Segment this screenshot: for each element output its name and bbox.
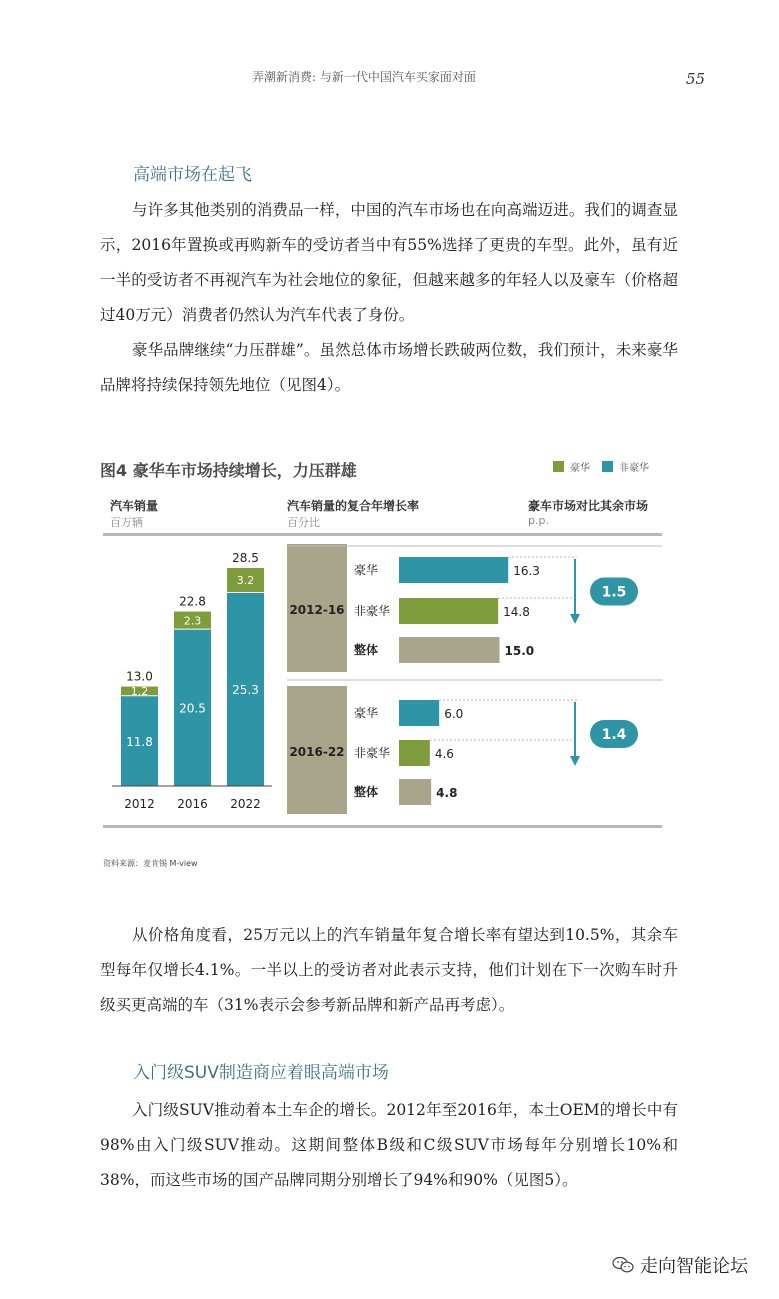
- cagr-value-label: 6.0: [444, 707, 464, 721]
- column-title-sales: 汽车销量: [110, 499, 159, 513]
- bar-value-label: 11.8: [126, 734, 153, 749]
- period-label: 2012-16: [289, 603, 345, 617]
- row-label: 豪华: [354, 563, 379, 577]
- gap-arrowhead: [570, 614, 580, 624]
- cagr-value-label: 15.0: [504, 644, 535, 658]
- section-heading: 高端市场在起飞: [133, 165, 252, 185]
- legend-label: 豪华: [570, 463, 590, 474]
- section-body: [100, 1093, 678, 1198]
- bar-value-label: 2.3: [183, 614, 202, 628]
- gap-badge-label: 1.5: [601, 584, 627, 601]
- cagr-bar: [399, 637, 500, 663]
- figure-source: 资料来源：麦肯锡 M-view: [103, 859, 198, 868]
- cagr-value-label: 14.8: [503, 605, 530, 619]
- row-label: 豪华: [354, 706, 379, 720]
- bar-total-label: 28.5: [232, 550, 259, 565]
- cagr-bar: [399, 740, 430, 766]
- column-unit-gap: p.p.: [528, 514, 549, 527]
- period-label: 2016-22: [289, 745, 345, 759]
- gap-arrowhead: [570, 756, 580, 766]
- watermark: [612, 1252, 748, 1278]
- cagr-value-label: 4.8: [436, 786, 458, 800]
- legend-label: 非豪华: [619, 463, 649, 474]
- cagr-value-label: 16.3: [513, 564, 540, 578]
- section-heading: 入门级SUV制造商应着眼高端市场: [133, 1063, 389, 1083]
- bar-total-label: 13.0: [126, 669, 153, 684]
- paragraph: 豪华品牌继续“力压群雄”。虽然总体市场增长跌破两位数，我们预计，未来豪华品牌将持续保持领先地位（见图4）。: [100, 341, 678, 394]
- row-label: 整体: [354, 785, 379, 799]
- row-label: 非豪华: [354, 746, 391, 760]
- paragraph: 与许多其他类别的消费品一样，中国的汽车市场也在向高端迈进。我们的调查显示，2016年置换或再购新车的受访者当中有55%选择了更贵的车型。此外，虽有近一半的受访者不再视汽车为社会地位的象征，但越来越多的年轻人以及豪车（价格超过40万元）消费者仍然认为汽车代表了身份。: [100, 201, 678, 324]
- column-title-cagr: 汽车销量的复合年增长率: [287, 499, 420, 513]
- cagr-bar: [399, 557, 508, 583]
- running-title: 弄潮新消费: 与新一代中国汽车买家面对面: [252, 70, 476, 84]
- row-label: 整体: [354, 643, 379, 657]
- bar-total-label: 22.8: [179, 594, 206, 609]
- x-tick-label: 2012: [124, 797, 155, 811]
- watermark-text: 走向智能论坛: [640, 1256, 748, 1277]
- x-tick-label: 2016: [177, 797, 208, 811]
- wechat-icon: [612, 1256, 634, 1274]
- bar-value-label: 20.5: [179, 701, 206, 716]
- column-title-gap: 豪车市场对比其余市场: [528, 499, 649, 513]
- cagr-bar: [399, 700, 439, 726]
- paragraph: 从价格角度看，25万元以上的汽车销量年复合增长率有望达到10.5%，其余车型每年仅增长4.1%。一半以上的受访者对此表示支持，他们计划在下一次购车时升级买更高端的车（31%表示会参考新品牌和新产品再考虑）。: [100, 926, 678, 1014]
- x-tick-label: 2022: [230, 797, 261, 811]
- gap-badge-label: 1.4: [601, 727, 627, 743]
- row-label: 非豪华: [354, 604, 391, 618]
- column-unit-cagr: 百分比: [287, 516, 320, 529]
- bar-value-label: 3.2: [236, 574, 255, 588]
- cagr-bar: [399, 598, 498, 624]
- page-number: 55: [686, 70, 706, 88]
- section-body: [100, 918, 678, 1023]
- cagr-value-label: 4.6: [434, 747, 454, 761]
- bar-value-label: 1.2: [130, 685, 149, 699]
- cagr-bar: [399, 779, 431, 805]
- figure-title: 图4 豪华车市场持续增长，力压群雄: [100, 461, 357, 480]
- column-unit-sales: 百万辆: [110, 516, 143, 529]
- bar-value-label: 25.3: [232, 683, 259, 698]
- paragraph: 入门级SUV推动着本土车企的增长。2012年至2016年，本土OEM的增长中有98%由入门级SUV推动。这期间整体B级和C级SUV市场每年分别增长10%和38%，而这些市场的国产品牌同期分别增长了94%和90%（见图5）。: [100, 1101, 678, 1189]
